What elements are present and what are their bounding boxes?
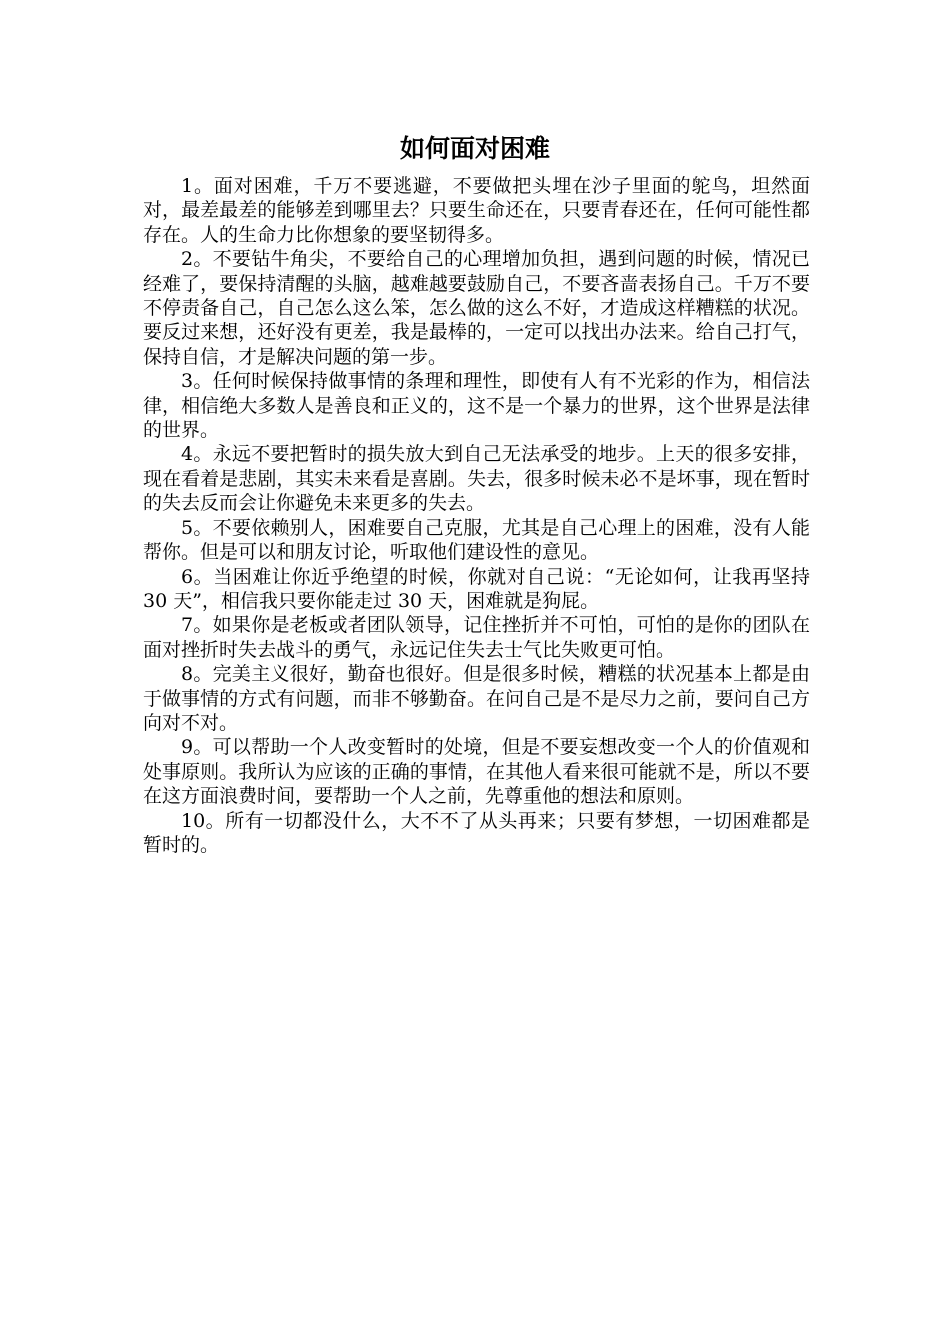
paragraph-5: 5。不要依赖别人，困难要自己克服，尤其是自己心理上的困难，没有人能帮你。但是可以和朋友讨论，听取他们建设性的意见。 [143, 516, 810, 564]
paragraph-3: 3。任何时候保持做事情的条理和理性，即使有人有不光彩的作为，相信法律，相信绝大多数人是善良和正义的，这不是一个暴力的世界，这个世界是法律的世界。 [143, 370, 810, 442]
paragraph-4: 4。永远不要把暂时的损失放大到自己无法承受的地步。上天的很多安排，现在看着是悲剧，其实未来看是喜剧。失去，很多时候未必不是坏事，现在暂时的失去反而会让你避免未来更多的失去。 [143, 443, 810, 515]
paragraph-6: 6。当困难让你近乎绝望的时候，你就对自己说：“无论如何，让我再坚持 30 天”，相信我只要你能走过 30 天，困难就是狗屁。 [143, 565, 810, 612]
paragraph-2: 2。不要钻牛角尖，不要给自己的心理增加负担，遇到问题的时候，情况已经难了，要保持清醒的头脑，越难越要鼓励自己，不要吝啬表扬自己。千万不要不停责备自己，自己怎么这么笨，怎么做的这么不好，才造成这样糟糕的状况。要反过来想，还好没有更差，我是最棒的，一定可以找出办法来。给自己打气，保持自信，才是解决问题的第一步。 [143, 248, 810, 368]
paragraph-8: 8。完美主义很好，勤奋也很好。但是很多时候，糟糕的状况基本上都是由于做事情的方式有问题，而非不够勤奋。在问自己是不是尽力之前，要问自己方向对不对。 [143, 663, 810, 734]
paragraph-1: 1。面对困难，千万不要逃避，不要做把头埋在沙子里面的鸵鸟，坦然面对，最差最差的能够差到哪里去？只要生命还在，只要青春还在，任何可能性都存在。人的生命力比你想象的要坚韧得多。 [143, 175, 810, 246]
paragraph-7: 7。如果你是老板或者团队领导，记住挫折并不可怕，可怕的是你的团队在面对挫折时失去战斗的勇气，永远记住失去士气比失败更可怕。 [143, 614, 810, 661]
paragraph-10: 10。所有一切都没什么，大不不了从头再来；只要有梦想，一切困难都是暂时的。 [143, 809, 810, 856]
document-body [143, 174, 810, 857]
paragraph-9: 9。可以帮助一个人改变暂时的处境，但是不要妄想改变一个人的价值观和处事原则。我所认为应该的正确的事情，在其他人看来很可能就不是，所以不要在这方面浪费时间，要帮助一个人之前，先尊重他的想法和原则。 [143, 736, 810, 808]
document-title: 如何面对困难 [399, 134, 550, 163]
